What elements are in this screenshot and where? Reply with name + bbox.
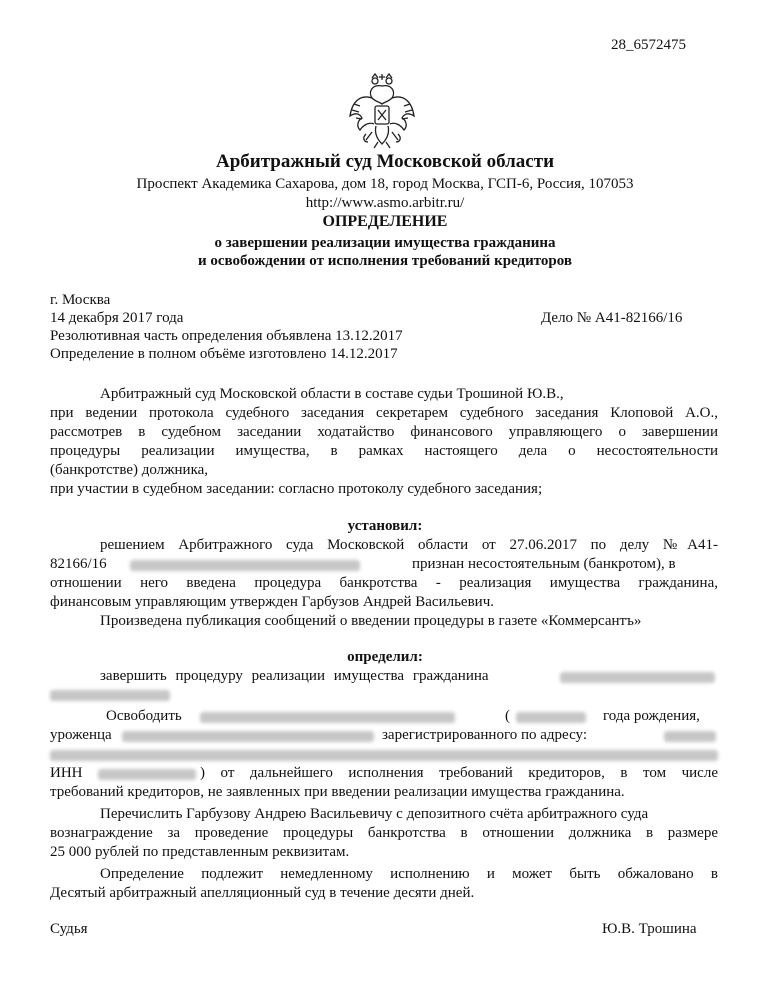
ruled-line: уроженца [50, 727, 112, 743]
case-number: Дело № А41-82166/16 [541, 310, 683, 326]
ruled-line: Освободить [106, 708, 182, 724]
ruled-line: ИНН [50, 765, 83, 781]
ruled-line: завершить процедуру реализации имущества гражданина [100, 668, 489, 684]
judge-name: Ю.В. Трошина [602, 921, 697, 937]
ruled-line: ( [505, 708, 510, 724]
judge-role: Судья [50, 921, 88, 937]
ruled-line: зарегистрированного по адресу: [382, 727, 587, 743]
ruled-heading: определил: [347, 649, 423, 665]
document-type: ОПРЕДЕЛЕНИЕ [322, 213, 448, 230]
document-subject-line-1: о завершении реализации имущества гражданина [214, 235, 556, 251]
ruled-line: ) от дальнейшего исполнения требований кредиторов, в том числе [200, 765, 718, 781]
intro-line: (банкротстве) должника, [50, 462, 209, 478]
established-line: финансовым управляющим утвержден Гарбузов Андрей Васильевич. [50, 594, 494, 610]
ruled-line: года рождения, [603, 708, 700, 724]
intro-line: при ведении протокола судебного заседания секретарем судебного заседания Клоповой А.О., [50, 405, 718, 421]
redacted-inn [98, 769, 196, 780]
announced-date: Резолютивная часть определения объявлена 13.12.2017 [50, 328, 403, 344]
redacted-debtor-name [560, 672, 715, 683]
established-line: признан несостоятельным (банкротом), в [412, 556, 676, 572]
redacted-address [50, 750, 718, 761]
city: г. Москва [50, 292, 111, 308]
redacted-debtor-name [130, 560, 360, 571]
court-name: Арбитражный суд Московской области [215, 151, 555, 172]
court-address: Проспект Академика Сахарова, дом 18, город Москва, ГСП-6, Россия, 107053 [136, 176, 634, 192]
ruled-line: требований кредиторов, не заявленных при введении реализации имущества гражданина. [50, 784, 625, 800]
ruled-line: 25 000 рублей по представленным реквизитам. [50, 844, 350, 860]
coat-of-arms-emblem [342, 72, 422, 150]
redacted-debtor-name [200, 712, 455, 723]
established-line: Произведена публикация сообщений о введении процедуры в газете «Коммерсантъ» [100, 613, 642, 629]
ruled-line: Определение подлежит немедленному исполнению и может быть обжаловано в [100, 866, 718, 882]
intro-line: рассмотрев в судебном заседании ходатайство финансового управляющего о завершении [50, 424, 718, 440]
full-text-date: Определение в полном объёме изготовлено 14.12.2017 [50, 346, 398, 362]
redacted-birth-date [516, 712, 586, 723]
court-website: http://www.asmo.arbitr.ru/ [305, 195, 465, 211]
ruled-line: Десятый арбитражный апелляционный суд в течение десяти дней. [50, 885, 475, 901]
established-line: отношении него введена процедура банкротства - реализация имущества гражданина, [50, 575, 718, 591]
redacted-birthplace [122, 731, 374, 742]
intro-line: при участии в судебном заседании: согласно протоколу судебного заседания; [50, 481, 543, 497]
decision-date: 14 декабря 2017 года [50, 310, 184, 326]
established-heading: установил: [347, 518, 423, 534]
redacted-debtor-name [50, 690, 170, 701]
ruled-line: Перечислить Гарбузову Андрею Васильевичу с депозитного счёта арбитражного суда [100, 806, 649, 822]
ruled-line: вознаграждение за проведение процедуры банкротства в отношении должника в размере [50, 825, 718, 841]
document-subject-line-2: и освобождении от исполнения требований кредиторов [198, 253, 572, 269]
document-number: 28_6572475 [611, 37, 686, 53]
redacted-address [664, 731, 716, 742]
established-line: решением Арбитражного суда Московской области от 27.06.2017 по делу №А41- [100, 537, 718, 553]
intro-line: процедуры реализации имущества, в рамках настоящего дела о несостоятельности [50, 443, 718, 459]
intro-line: Арбитражный суд Московской области в составе судьи Трошиной Ю.В., [100, 386, 564, 402]
case-number-continuation: 82166/16 [50, 556, 107, 572]
